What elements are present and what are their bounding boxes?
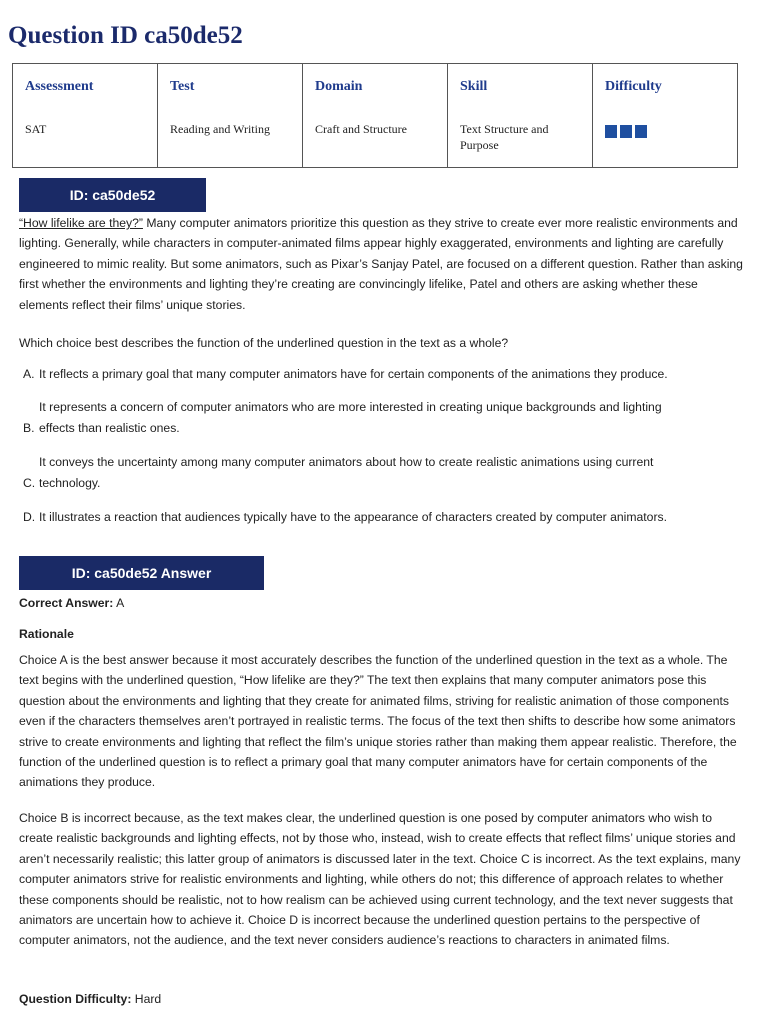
difficulty-bar xyxy=(635,125,647,138)
domain-header: Domain xyxy=(315,79,363,94)
rationale-paragraph-2: Choice B is incorrect because, as the text makes clear, the underlined question is one posed by computer animators who wish to create realistic backgrounds and lighting effects, not by those who, instead, wish to create effects that reflect films’ unique stories and aren’t necessarily realistic; this latter group of animators is discussed later in the text. Choice C is incorrect. As the text explains, many computer animators strive for realistic environments and lighting, while others do not; this difference of approach relates to whether these components should be realistic, not to how realism can be achieved using current technology, and the text never suggests that animators are uncertain how to achieve it. Choice D is incorrect because the underlined question pertains to the perspective of computer animators, not the audience, and the text never considers audience’s reactions to characters in animated films. xyxy=(19,811,741,948)
question-difficulty-value: Hard xyxy=(131,992,162,1006)
choice-letter: A. xyxy=(23,367,35,381)
choice-text-line2: technology. xyxy=(39,475,101,490)
answer-id-banner: ID: ca50de52 Answer xyxy=(19,556,264,590)
test-header: Test xyxy=(170,79,195,94)
choice-text-line1: It conveys the uncertainty among many computer animators about how to create realistic animations using current xyxy=(39,455,654,469)
difficulty-header: Difficulty xyxy=(605,79,662,94)
page-title: Question ID ca50de52 xyxy=(8,22,243,49)
choice-text: It reflects a primary goal that many computer animators have for certain components of the animations they produce. xyxy=(39,367,668,381)
assessment-header: Assessment xyxy=(25,79,94,94)
correct-answer xyxy=(19,593,744,613)
question-prompt: Which choice best describes the function of the underlined question in the text as a whole? xyxy=(19,336,509,350)
difficulty-bar xyxy=(620,125,632,138)
skill-value: Text Structure and Purpose xyxy=(460,122,549,152)
assessment-cell xyxy=(13,64,158,168)
test-cell xyxy=(158,64,303,168)
rationale-paragraph-1: Choice A is the best answer because it most accurately describes the function of the underlined question in the text as a whole. The text begins with the underlined question, “How lifelike are they?” The text then explains that many computer animators pose this question about the environments and lighting that they create for animated films, striving for realistic animation of those components even if the characters themselves aren’t portrayed in realistic terms. The focus of the text then shifts to describe how some animators strive to create environments and lighting that reflect the film’s unique stories rather than making them appear realistic. Therefore, the function of the underlined question is to reflect a primary goal that many computer animators have for certain components of the animations they produce. xyxy=(19,653,737,790)
choice-a[interactable] xyxy=(19,364,744,384)
passage-text xyxy=(19,213,744,315)
assessment-value: SAT xyxy=(25,122,47,136)
choice-letter: B. xyxy=(23,420,35,435)
skill-cell xyxy=(448,64,593,168)
correct-answer-label: Correct Answer: xyxy=(19,596,114,610)
skill-header: Skill xyxy=(460,79,488,94)
difficulty-bar xyxy=(605,125,617,138)
correct-answer-value: A xyxy=(113,596,125,610)
test-value: Reading and Writing xyxy=(170,122,270,136)
choice-letter: C. xyxy=(23,475,36,490)
choice-c[interactable] xyxy=(19,452,744,493)
question-difficulty-label: Question Difficulty: xyxy=(19,992,132,1006)
choice-d[interactable] xyxy=(19,507,744,527)
choice-text: It illustrates a reaction that audiences typically have to the appearance of characters created by computer animators. xyxy=(39,510,667,524)
domain-cell xyxy=(303,64,448,168)
choice-letter: D. xyxy=(23,510,36,524)
passage-body: Many computer animators prioritize this question as they strive to create ever more realistic environments and lighting. Generally, while characters in computer-animated films appear highly exaggerated, environments and lighting are carefully engineered to mimic reality. But some animators, such as Pixar’s Sanjay Patel, are focused on a different question. Rather than asking first whether the environments and lighting they’re creating are convincingly lifelike, Patel and others are asking whether these elements reflect their films’ unique stories. xyxy=(19,216,743,312)
choice-text-line2: effects than realistic ones. xyxy=(39,420,180,435)
choice-b[interactable] xyxy=(19,397,744,438)
underlined-question: “How lifelike are they?” xyxy=(19,216,143,230)
question-id-banner: ID: ca50de52 xyxy=(19,178,206,212)
domain-value: Craft and Structure xyxy=(315,122,407,136)
question-meta-table xyxy=(12,63,738,168)
difficulty-bars-icon xyxy=(605,125,725,138)
question-difficulty xyxy=(19,989,744,1009)
rationale-heading: Rationale xyxy=(19,627,74,641)
choice-text-line1: It represents a concern of computer animators who are more interested in creating unique backgrounds and lighting xyxy=(39,400,662,414)
difficulty-cell xyxy=(593,64,738,168)
